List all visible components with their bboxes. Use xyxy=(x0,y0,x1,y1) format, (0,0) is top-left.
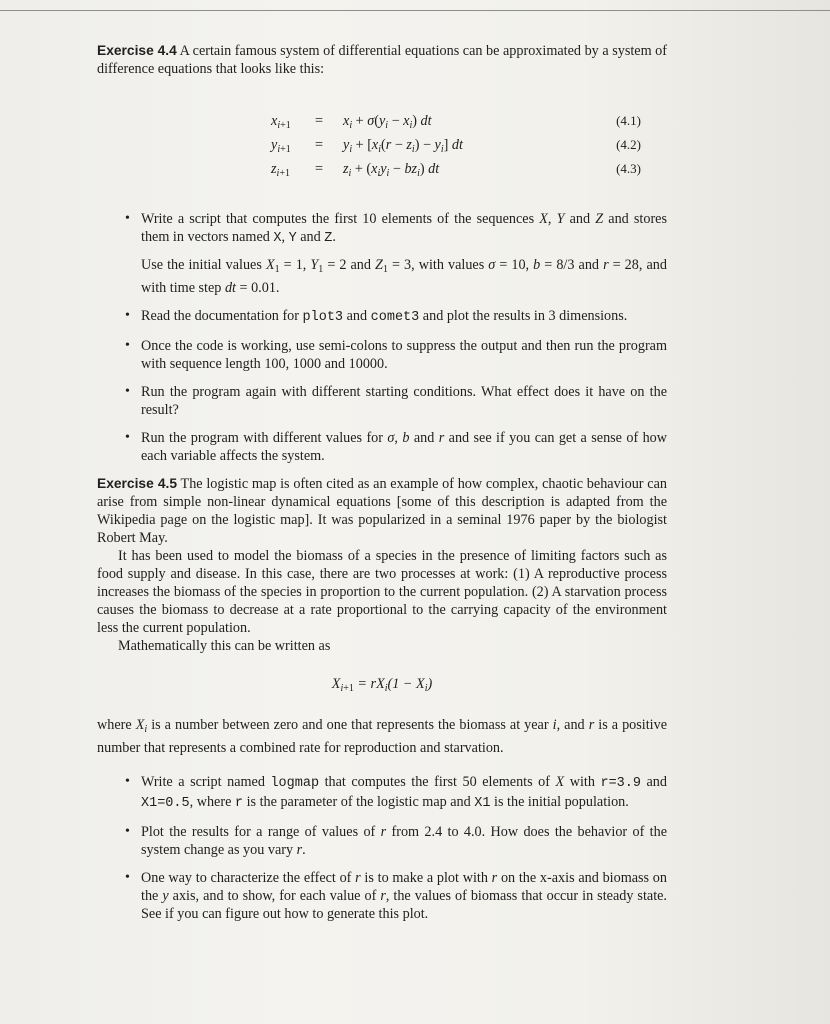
top-rule xyxy=(0,10,830,11)
eq-4-3-number: (4.3) xyxy=(616,161,641,176)
bullet-4-4-4: • Run the program again with different starting conditions. What effect does it have on the result? xyxy=(97,383,667,419)
eq-4-2-lhs: $y_{i+1}$ xyxy=(271,137,291,155)
exercise-4-5-paragraph-2: Mathematically this can be written as xyxy=(118,638,331,654)
bullet-4-4-2: • Read the documentation for plot3 and comet3 and plot the results in 3 dimensions. xyxy=(97,307,667,327)
eq-4-1-lhs: $x_{i+1}$ xyxy=(271,113,291,131)
exercise-4-4-intro xyxy=(97,42,667,78)
eq-4-1-number: (4.1) xyxy=(616,113,641,128)
initial-values-note: Use the initial values $X_1 = 1$, $Y_1 = 2$ and $Z_1 = 3$, with values σ = 10, b = 8/3 and r = 28, and with time step dt = 0.01. xyxy=(141,257,667,296)
exercise-4-4-intro-text: A certain famous system of differential equations can be approximated by a system of difference equations that looks like this: xyxy=(97,43,667,77)
exercise-4-5-title: Exercise 4.5 xyxy=(97,476,178,491)
bullet-4-4-1 xyxy=(97,210,667,297)
equation-4-2 xyxy=(97,136,667,158)
eq-4-3-lhs: $z_{i+1}$ xyxy=(271,161,290,179)
logistic-map-equation: $X_{i+1} = rX_i(1 - X_i)$ xyxy=(331,676,433,694)
equation-4-1 xyxy=(97,112,667,134)
bullet-4-4-3: • Once the code is working, use semi-colons to suppress the output and then run the program with sequence length 100, 1000 and 10000. xyxy=(97,337,667,373)
exercise-4-5-intro-text: The logistic map is often cited as an example of how complex, chaotic behaviour can arise from simple non-linear dynamical equations [some of this description is adapted from the Wikipedia page on the logistic map]. It was popularized in a seminal 1976 paper by the biologist Robert May. xyxy=(97,476,667,546)
exercise-4-5-bullets xyxy=(97,773,667,923)
eq-4-2-equals: = xyxy=(315,137,324,153)
eq-4-2-rhs: $y_i + [x_i(r - z_i) - y_i]$ dt xyxy=(343,137,463,155)
bullet-4-5-2: • Plot the results for a range of values of r from 2.4 to 4.0. How does the behavior of the system change as you vary r. xyxy=(97,823,667,859)
eq-4-1-rhs: $x_i + \sigma(y_i - x_i)$ dt xyxy=(343,113,432,131)
eq-4-2-number: (4.2) xyxy=(616,137,641,152)
eq-4-3-rhs: $z_i + (x_iy_i - bz_i)$ dt xyxy=(343,161,440,179)
bullet-4-5-1: • Write a script named logmap that computes the first 50 elements of X with r=3.9 and X1=0.5, where r is the parameter of the logistic map and X1 is the initial population. xyxy=(97,773,667,813)
exercise-4-4-title: Exercise 4.4 xyxy=(97,43,177,58)
where-text: where $X_i$ is a number between zero and one that represents the biomass at year i, and r is a positive number that represents a combined rate for reproduction and starvation. xyxy=(97,717,667,756)
bullet-4-4-1-text: Write a script that computes the first 10 elements of the sequences X, Y and Z and stores them in vectors named X, Y and Z. xyxy=(141,211,667,246)
exercise-4-4-bullets xyxy=(97,210,667,465)
document-content xyxy=(97,42,667,933)
equation-4-3 xyxy=(97,160,667,182)
difference-equations xyxy=(97,112,667,184)
exercise-4-5-intro xyxy=(97,475,667,547)
exercise-4-5-paragraph-1: It has been used to model the biomass of a species in the presence of limiting factors such as food supply and disease. In this case, there are two processes at work: (1) A reproductive process increases the biomass of the species in proportion to the current population. (2) A starvation process causes the biomass to decrease at a rate proportional to the carrying capacity of the environment less the current population. xyxy=(97,548,667,636)
eq-4-1-equals: = xyxy=(315,113,324,129)
bullet-4-4-5: • Run the program with different values for σ, b and r and see if you can get a sense of how each variable affects the system. xyxy=(97,429,667,465)
eq-4-3-equals: = xyxy=(315,161,324,177)
bullet-4-5-3: • One way to characterize the effect of r is to make a plot with r on the x-axis and biomass on the y axis, and to show, for each value of r, the values of biomass that occur in steady state. See if you can figure out how to generate this plot. xyxy=(97,869,667,923)
